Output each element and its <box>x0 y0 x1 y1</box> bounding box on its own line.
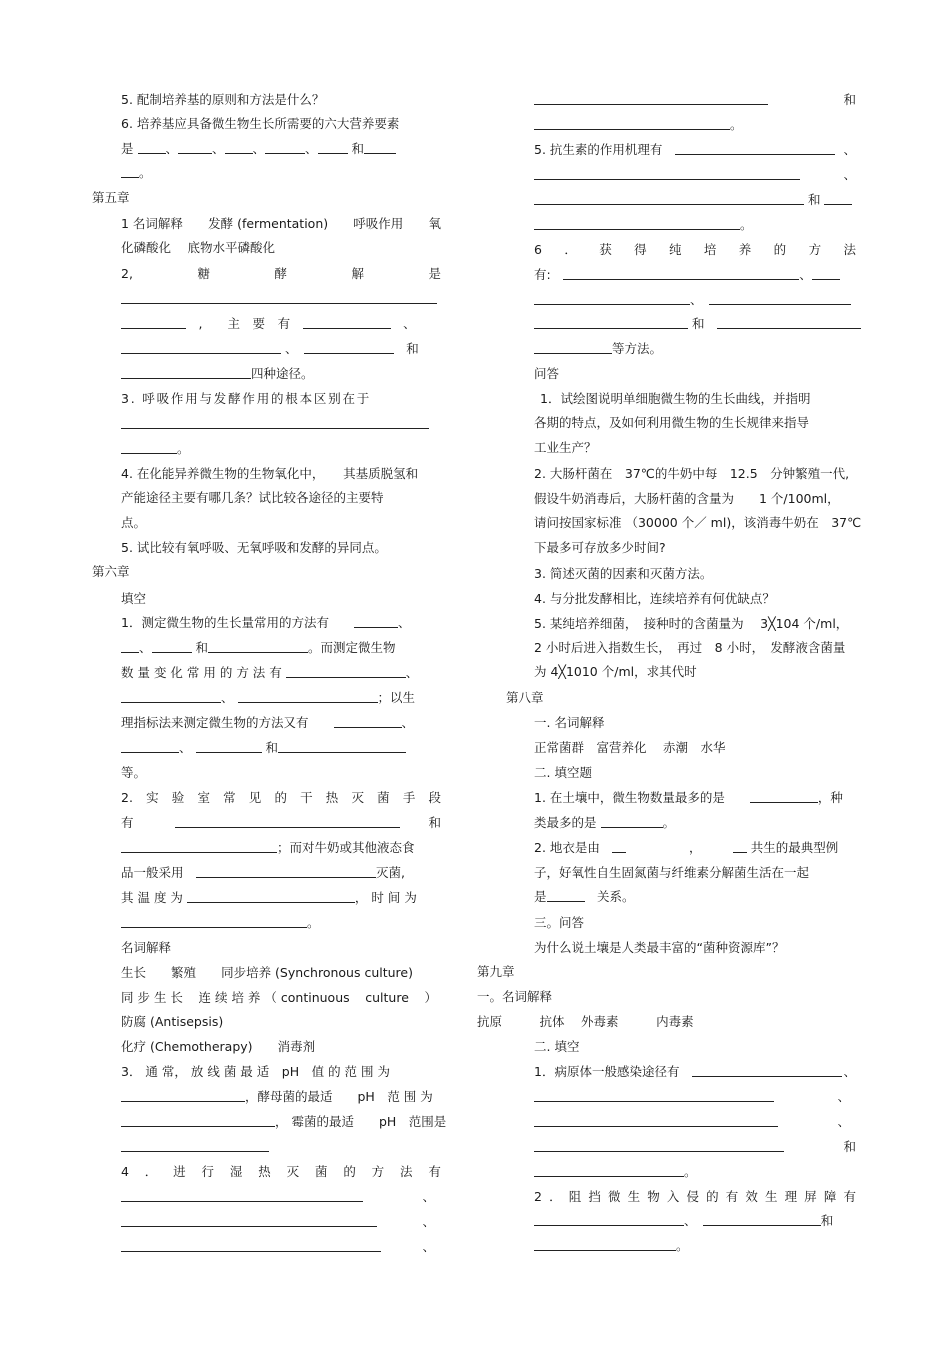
ch6-q2-line6: 。 <box>121 915 320 931</box>
ch5-q2-line5: 四种途径。 <box>121 366 314 382</box>
antibiotic-q-line2: 、 <box>534 167 856 183</box>
qa2-line4: 下最多可存放多少时间? <box>534 540 666 555</box>
ch5-terms-line1: 1 名词解释 发酵 (fermentation) 呼吸作用 氧 <box>121 216 441 231</box>
ch5-q4-line3: 点。 <box>121 515 147 530</box>
q5-6-line2: 是 、 、 、 、 和 <box>121 141 396 157</box>
ch8-fill2-line2: 子，好氧性自生固氮菌与纤维素分解菌生活在一起 <box>534 865 810 880</box>
ch9-section2: 二. 填空 <box>534 1039 580 1054</box>
chapter-5-title: 第五章 <box>92 190 130 205</box>
qa1-line2: 各期的特点，及如何利用微生物的生长规律来指导 <box>534 415 810 430</box>
qa2-line1: 2. 大肠杆菌在 37℃的牛奶中每 12.5 分钟繁殖一代, <box>534 466 850 481</box>
qa2-line3: 请问按国家标准 （30000 个／ ml)，该消毒牛奶在 37℃ <box>534 515 862 530</box>
ch6-terms-line2: 同 步 生 长 连 续 培 养 （ continuous culture ） <box>121 990 437 1005</box>
q5-6-line1: 6. 培养基应具备微生物生长所需要的六大营养要素 <box>121 116 400 131</box>
ch9-fill2-line3: 。 <box>534 1238 689 1254</box>
ch5-q2-line1: 2, 糖 酵 解 是 <box>121 266 441 281</box>
pure-culture-q-line4: 和 <box>534 316 856 332</box>
ch6-q1-line6: 、 和 <box>121 740 406 756</box>
r-line2: 。 <box>534 117 743 133</box>
ch5-q3-line1: 3. 呼吸作用与发酵作用的根本区别在于 <box>121 391 372 406</box>
qa3: 3. 简述灭菌的因素和灭菌方法。 <box>534 566 713 581</box>
ch6-q3-line2: ，酵母菌的最适 pH 范 围 为 <box>121 1089 433 1105</box>
ch8-section1: 一. 名词解释 <box>534 715 605 730</box>
ch6-q2-line2: 有 和 <box>121 815 441 830</box>
ch8-fill1-line2: 类最多的是 。 <box>534 815 676 830</box>
ch9-fill2-line1: 2 ． 阻 挡 微 生 物 入 侵 的 有 效 生 理 屏 障 有 <box>534 1189 856 1204</box>
ch5-q4-line2: 产能途径主要有哪几条？试比较各途径的主要特 <box>121 490 384 505</box>
ch6-q4-line3: 、 <box>121 1214 441 1230</box>
ch8-section3: 三。问答 <box>534 915 585 930</box>
ch6-q3-line4 <box>121 1139 269 1155</box>
ch6-q2-line3: ；而对牛奶或其他液态食 <box>121 840 415 856</box>
qa1-line3: 工业生产？ <box>534 440 597 455</box>
chapter-9-title: 第九章 <box>477 964 515 979</box>
ch6-q2-line1: 2. 实 验 室 常 见 的 干 热 灭 菌 手 段 <box>121 790 441 805</box>
pure-culture-q-line2: 有: 、 <box>534 267 856 283</box>
r-line1: 和 <box>534 92 856 108</box>
ch8-fill2-line1: 2. 地衣是由 ， 共生的最典型例 <box>534 840 839 855</box>
ch6-q1-line1: 1．测定微生物的生长量常用的方法有 、 <box>121 615 411 630</box>
ch9-fill1-line5: 。 <box>534 1164 697 1180</box>
qa1-line1: 1．试绘图说明单细胞微生物的生长曲线，并指明 <box>540 391 811 406</box>
ch6-q3-line1: 3． 通 常， 放 线 菌 最 适 pH 值 的 范 围 为 <box>121 1064 390 1079</box>
qa5-line1: 5. 某纯培养细菌， 接种时的含菌量为 3╳104 个/ml， <box>534 616 849 631</box>
antibiotic-q-line4: 。 <box>534 217 753 233</box>
ch5-q5: 5. 试比较有氧呼吸、无氧呼吸和发酵的异同点。 <box>121 540 387 555</box>
ch8-fill1-line1: 1. 在土壤中，微生物数量最多的是 ，种 <box>534 790 843 805</box>
ch6-q4-line2: 、 <box>121 1189 441 1205</box>
qa5-line3: 为 4╳1010 个/ml，求其代时 <box>534 664 697 679</box>
qa-heading: 问答 <box>534 366 560 381</box>
pure-culture-q-line1: 6 ． 获 得 纯 培 养 的 方 法 <box>534 242 856 257</box>
ch8-question: 为什么说土壤是人类最丰富的“菌种资源库”？ <box>534 940 785 955</box>
ch9-fill1-line1: 1．病原体一般感染途径有 、 <box>534 1064 856 1079</box>
pure-culture-q-line5: 等方法。 <box>534 341 662 357</box>
ch8-terms: 正常菌群 富营养化 赤潮 水华 <box>534 740 726 755</box>
ch8-fill2-line3: 是 关系。 <box>534 889 635 904</box>
ch9-fill2-line2: 、 和 <box>534 1213 856 1229</box>
ch6-q1-line4: 、 ；以生 <box>121 690 415 706</box>
antibiotic-q-line1: 5. 抗生素的作用机理有 、 <box>534 142 856 157</box>
chapter-8-title: 第八章 <box>506 690 544 705</box>
ch5-q3-line2 <box>121 416 429 432</box>
ch5-q3-line3: 。 <box>121 441 190 457</box>
ch6-q2-line5: 其 温 度 为 ， 时 间 为 <box>121 890 417 905</box>
qa4: 4. 与分批发酵相比，连续培养有何优缺点？ <box>534 591 775 606</box>
antibiotic-q-line3: 和 <box>534 192 856 208</box>
q5-6-line3: 。 <box>121 165 152 181</box>
qa5-line2: 2 小时后进入指数生长， 再过 8 小时， 发酵液含菌量 <box>534 640 846 655</box>
ch9-fill1-line2: 、 <box>534 1089 856 1105</box>
ch8-section2: 二. 填空题 <box>534 765 592 780</box>
ch9-section1: 一。名词解释 <box>477 989 553 1004</box>
qa2-line2: 假设牛奶消毒后，大肠杆菌的含量为 1 个/100ml， <box>534 491 840 506</box>
ch5-q2-line2 <box>121 291 437 307</box>
ch6-q4-line4: 、 <box>121 1239 441 1255</box>
ch5-terms-line2: 化磷酸化 底物水平磷酸化 <box>121 240 275 255</box>
ch5-q2-line3: , 主 要 有 、 <box>121 316 441 332</box>
ch6-q1-line7: 等。 <box>121 765 147 780</box>
ch6-terms-line1: 生长 繁殖 同步培养 (Synchronous culture) <box>121 965 413 980</box>
ch9-terms: 抗原 抗体 外毒素 内毒素 <box>477 1014 694 1029</box>
chapter-6-title: 第六章 <box>92 564 130 579</box>
ch9-fill1-line3: 、 <box>534 1114 856 1130</box>
ch9-fill1-line4: 和 <box>534 1139 856 1155</box>
ch5-q2-line4: 、 和 <box>121 341 419 357</box>
ch5-q4-line1: 4. 在化能异养微生物的生物氧化中， 其基质脱氢和 <box>121 466 419 481</box>
ch6-terms-heading: 名词解释 <box>121 940 172 955</box>
ch6-q3-line3: ， 霉菌的最适 pH 范围是 <box>121 1114 446 1130</box>
ch6-q1-line5: 理指标法来测定微生物的方法又有 、 <box>121 715 415 730</box>
q5-5: 5. 配制培养基的原则和方法是什么？ <box>121 92 325 107</box>
pure-culture-q-line3: 、 <box>534 292 856 308</box>
ch6-fill-heading: 填空 <box>121 591 147 606</box>
ch6-q1-line2: 、 和 。而测定微生物 <box>121 640 396 656</box>
ch6-q2-line4: 品一般采用 灭菌, <box>121 865 406 880</box>
ch6-q1-line3: 数 量 变 化 常 用 的 方 法 有 、 <box>121 665 419 680</box>
ch6-q4-line1: 4 ． 进 行 湿 热 灭 菌 的 方 法 有 <box>121 1164 441 1179</box>
ch6-terms-line3: 防腐 (Antisepsis) <box>121 1014 224 1029</box>
ch6-terms-line4: 化疗 (Chemotherapy) 消毒剂 <box>121 1039 316 1054</box>
